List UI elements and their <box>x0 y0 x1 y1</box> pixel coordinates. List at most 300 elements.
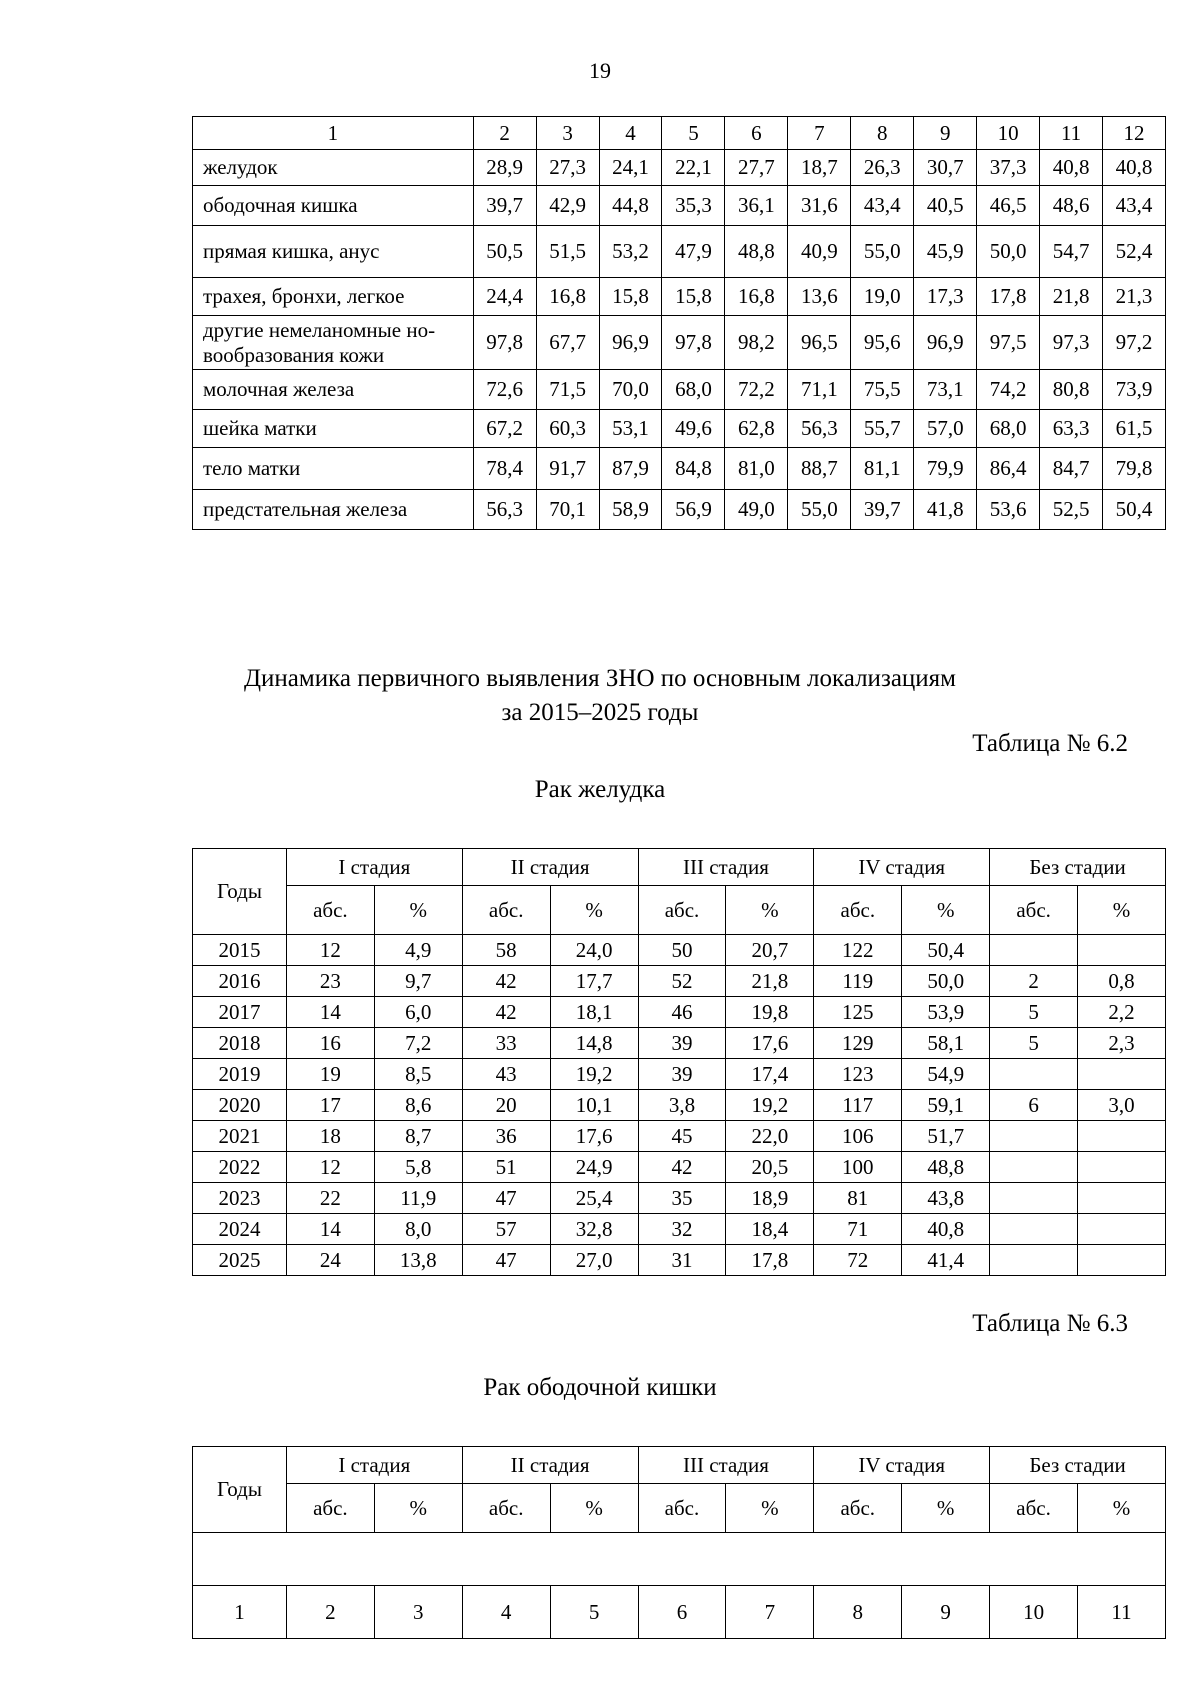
value-cell: 70,0 <box>599 370 662 410</box>
value-cell: 20 <box>462 1090 550 1121</box>
value-cell: 14,8 <box>550 1028 638 1059</box>
value-cell: 44,8 <box>599 186 662 226</box>
value-cell: 41,4 <box>902 1245 990 1276</box>
value-cell: 50,4 <box>902 935 990 966</box>
value-cell: 4,9 <box>374 935 462 966</box>
value-cell: 97,3 <box>1040 316 1103 370</box>
row-label-cell: ободочная кишка <box>193 186 474 226</box>
pct-header-cell: % <box>902 1484 990 1533</box>
value-cell: 50,5 <box>473 226 536 278</box>
value-cell: 46 <box>638 997 726 1028</box>
value-cell: 4 <box>462 1586 550 1639</box>
column-number-cell: 8 <box>851 117 914 150</box>
value-cell: 48,8 <box>902 1152 990 1183</box>
pct-header-cell: % <box>1078 886 1166 935</box>
value-cell: 52 <box>638 966 726 997</box>
value-cell: 24 <box>286 1245 374 1276</box>
value-cell: 72,6 <box>473 370 536 410</box>
value-cell: 2 <box>286 1586 374 1639</box>
pct-header-cell: % <box>902 886 990 935</box>
value-cell: 123 <box>814 1059 902 1090</box>
value-cell: 20,7 <box>726 935 814 966</box>
value-cell: 19,2 <box>726 1090 814 1121</box>
value-cell: 30,7 <box>914 150 977 186</box>
abs-header-cell: абс. <box>638 1484 726 1533</box>
value-cell <box>1078 1152 1166 1183</box>
year-cell: 2024 <box>193 1214 287 1245</box>
value-cell: 40,8 <box>1040 150 1103 186</box>
value-cell: 0,8 <box>1078 966 1166 997</box>
value-cell: 18,1 <box>550 997 638 1028</box>
value-cell: 17,6 <box>550 1121 638 1152</box>
colon-cancer-stage-table <box>192 1446 1166 1639</box>
abs-header-cell: абс. <box>990 1484 1078 1533</box>
year-cell: 2015 <box>193 935 287 966</box>
abs-header-cell: абс. <box>286 1484 374 1533</box>
value-cell: 129 <box>814 1028 902 1059</box>
value-cell: 25,4 <box>550 1183 638 1214</box>
value-cell: 42 <box>638 1152 726 1183</box>
value-cell: 13,8 <box>374 1245 462 1276</box>
pct-header-cell: % <box>374 1484 462 1533</box>
value-cell: 81,0 <box>725 448 788 490</box>
value-cell: 3,0 <box>1078 1090 1166 1121</box>
value-cell: 59,1 <box>902 1090 990 1121</box>
value-cell: 63,3 <box>1040 410 1103 448</box>
value-cell <box>1078 1059 1166 1090</box>
value-cell: 125 <box>814 997 902 1028</box>
value-cell: 61,5 <box>1103 410 1166 448</box>
table-row <box>193 935 1166 966</box>
value-cell: 24,4 <box>473 278 536 316</box>
value-cell: 40,8 <box>902 1214 990 1245</box>
stage-header-cell: III стадия <box>638 1447 814 1484</box>
row-label-cell: трахея, бронхи, легкое <box>193 278 474 316</box>
value-cell: 67,2 <box>473 410 536 448</box>
value-cell: 48,6 <box>1040 186 1103 226</box>
pct-header-cell: % <box>726 886 814 935</box>
value-cell: 53,6 <box>977 490 1040 530</box>
value-cell: 67,7 <box>536 316 599 370</box>
value-cell <box>990 1245 1078 1276</box>
value-cell: 35 <box>638 1183 726 1214</box>
column-number-cell: 3 <box>536 117 599 150</box>
value-cell: 106 <box>814 1121 902 1152</box>
value-cell <box>1078 1183 1166 1214</box>
year-cell: 2016 <box>193 966 287 997</box>
value-cell: 88,7 <box>788 448 851 490</box>
value-cell: 2 <box>990 966 1078 997</box>
value-cell: 7 <box>726 1586 814 1639</box>
value-cell: 39,7 <box>851 490 914 530</box>
column-number-cell: 4 <box>599 117 662 150</box>
table-row <box>193 1245 1166 1276</box>
value-cell: 50,0 <box>977 226 1040 278</box>
value-cell: 48,8 <box>725 226 788 278</box>
value-cell: 41,8 <box>914 490 977 530</box>
year-cell: 2020 <box>193 1090 287 1121</box>
value-cell: 2,2 <box>1078 997 1166 1028</box>
value-cell: 51,5 <box>536 226 599 278</box>
value-cell: 35,3 <box>662 186 725 226</box>
value-cell: 3,8 <box>638 1090 726 1121</box>
value-cell: 62,8 <box>725 410 788 448</box>
value-cell: 10 <box>990 1586 1078 1639</box>
table-row <box>193 1214 1166 1245</box>
value-cell: 19,2 <box>550 1059 638 1090</box>
survival-table <box>192 116 1166 530</box>
value-cell: 73,1 <box>914 370 977 410</box>
value-cell: 60,3 <box>536 410 599 448</box>
year-cell: 1 <box>193 1586 287 1639</box>
value-cell: 8,5 <box>374 1059 462 1090</box>
header-row-units <box>193 1484 1166 1533</box>
value-cell: 42 <box>462 966 550 997</box>
value-cell: 43,8 <box>902 1183 990 1214</box>
value-cell: 51,7 <box>902 1121 990 1152</box>
value-cell: 97,2 <box>1103 316 1166 370</box>
value-cell: 12 <box>286 1152 374 1183</box>
table-row <box>193 370 1166 410</box>
value-cell: 17,8 <box>977 278 1040 316</box>
value-cell: 12 <box>286 935 374 966</box>
value-cell: 68,0 <box>977 410 1040 448</box>
table-title-stomach: Рак желудка <box>534 776 666 803</box>
value-cell: 80,8 <box>1040 370 1103 410</box>
value-cell: 19,8 <box>726 997 814 1028</box>
row-label-cell: шейка матки <box>193 410 474 448</box>
value-cell: 22 <box>286 1183 374 1214</box>
value-cell: 75,5 <box>851 370 914 410</box>
table-row <box>193 316 1166 370</box>
value-cell: 55,0 <box>788 490 851 530</box>
value-cell: 16 <box>286 1028 374 1059</box>
value-cell: 46,5 <box>977 186 1040 226</box>
value-cell: 18,4 <box>726 1214 814 1245</box>
value-cell: 6 <box>990 1090 1078 1121</box>
abs-header-cell: абс. <box>462 1484 550 1533</box>
value-cell: 58,9 <box>599 490 662 530</box>
value-cell: 5 <box>990 997 1078 1028</box>
value-cell: 81 <box>814 1183 902 1214</box>
value-cell: 97,8 <box>473 316 536 370</box>
value-cell: 17,4 <box>726 1059 814 1090</box>
value-cell: 2,3 <box>1078 1028 1166 1059</box>
value-cell <box>990 1183 1078 1214</box>
value-cell: 39,7 <box>473 186 536 226</box>
value-cell: 84,7 <box>1040 448 1103 490</box>
value-cell: 71,5 <box>536 370 599 410</box>
value-cell: 53,2 <box>599 226 662 278</box>
value-cell: 39 <box>638 1059 726 1090</box>
value-cell: 43,4 <box>851 186 914 226</box>
value-cell: 57,0 <box>914 410 977 448</box>
value-cell: 49,0 <box>725 490 788 530</box>
table-row <box>193 448 1166 490</box>
value-cell: 87,9 <box>599 448 662 490</box>
value-cell: 21,8 <box>726 966 814 997</box>
value-cell: 17,6 <box>726 1028 814 1059</box>
value-cell: 84,8 <box>662 448 725 490</box>
value-cell: 55,0 <box>851 226 914 278</box>
value-cell: 52,4 <box>1103 226 1166 278</box>
pct-header-cell: % <box>550 1484 638 1533</box>
year-cell: 2021 <box>193 1121 287 1152</box>
stomach-cancer-stage-table <box>192 848 1166 1276</box>
value-cell: 81,1 <box>851 448 914 490</box>
value-cell: 24,9 <box>550 1152 638 1183</box>
year-cell: 2025 <box>193 1245 287 1276</box>
value-cell <box>1078 935 1166 966</box>
years-header-cell: Годы <box>193 849 287 935</box>
value-cell: 97,5 <box>977 316 1040 370</box>
value-cell: 26,3 <box>851 150 914 186</box>
column-number-cell: 6 <box>725 117 788 150</box>
value-cell: 19,0 <box>851 278 914 316</box>
table-row <box>193 278 1166 316</box>
value-cell: 40,9 <box>788 226 851 278</box>
header-row-stages <box>193 1447 1166 1484</box>
value-cell: 54,9 <box>902 1059 990 1090</box>
table-row <box>193 1090 1166 1121</box>
row-label-cell: предстательная железа <box>193 490 474 530</box>
value-cell <box>990 1152 1078 1183</box>
table-number-6-3: Таблица № 6.3 <box>972 1310 1128 1337</box>
table-row <box>193 1152 1166 1183</box>
value-cell: 72 <box>814 1245 902 1276</box>
value-cell: 40,5 <box>914 186 977 226</box>
abs-header-cell: абс. <box>286 886 374 935</box>
value-cell: 40,8 <box>1103 150 1166 186</box>
value-cell: 8 <box>814 1586 902 1639</box>
value-cell: 31,6 <box>788 186 851 226</box>
row-label-cell: молочная железа <box>193 370 474 410</box>
header-gap <box>193 1533 1166 1586</box>
abs-header-cell: абс. <box>990 886 1078 935</box>
value-cell: 52,5 <box>1040 490 1103 530</box>
pct-header-cell: % <box>726 1484 814 1533</box>
value-cell: 45,9 <box>914 226 977 278</box>
value-cell: 36,1 <box>725 186 788 226</box>
column-number-cell: 9 <box>914 117 977 150</box>
value-cell: 68,0 <box>662 370 725 410</box>
stage-header-cell: I стадия <box>286 849 462 886</box>
value-cell: 71 <box>814 1214 902 1245</box>
value-cell: 47,9 <box>662 226 725 278</box>
value-cell: 16,8 <box>536 278 599 316</box>
value-cell: 5 <box>550 1586 638 1639</box>
year-cell: 2019 <box>193 1059 287 1090</box>
table-row <box>193 150 1166 186</box>
column-number-cell: 12 <box>1103 117 1166 150</box>
year-cell: 2018 <box>193 1028 287 1059</box>
column-number-cell: 7 <box>788 117 851 150</box>
value-cell: 96,5 <box>788 316 851 370</box>
value-cell: 16,8 <box>725 278 788 316</box>
value-cell: 42 <box>462 997 550 1028</box>
value-cell: 8,0 <box>374 1214 462 1245</box>
value-cell: 47 <box>462 1245 550 1276</box>
value-cell: 78,4 <box>473 448 536 490</box>
row-label-cell: тело матки <box>193 448 474 490</box>
value-cell: 79,8 <box>1103 448 1166 490</box>
value-cell: 58,1 <box>902 1028 990 1059</box>
column-number-cell: 2 <box>473 117 536 150</box>
table-title-colon: Рак ободочной кишки <box>483 1374 717 1401</box>
value-cell: 33 <box>462 1028 550 1059</box>
value-cell: 47 <box>462 1183 550 1214</box>
value-cell: 17 <box>286 1090 374 1121</box>
value-cell <box>990 1059 1078 1090</box>
value-cell: 122 <box>814 935 902 966</box>
value-cell <box>1078 1121 1166 1152</box>
column-number-cell: 10 <box>977 117 1040 150</box>
pct-header-cell: % <box>1078 1484 1166 1533</box>
value-cell: 11 <box>1078 1586 1166 1639</box>
value-cell: 31 <box>638 1245 726 1276</box>
value-cell: 70,1 <box>536 490 599 530</box>
value-cell: 43 <box>462 1059 550 1090</box>
value-cell: 56,3 <box>788 410 851 448</box>
value-cell: 18,7 <box>788 150 851 186</box>
value-cell: 32 <box>638 1214 726 1245</box>
value-cell: 36 <box>462 1121 550 1152</box>
row-label-cell: другие немеланомные но-вообразования кожи <box>193 316 474 370</box>
pct-header-cell: % <box>374 886 462 935</box>
value-cell: 98,2 <box>725 316 788 370</box>
table-row <box>193 1586 1166 1639</box>
value-cell: 96,9 <box>914 316 977 370</box>
value-cell: 9,7 <box>374 966 462 997</box>
stage-header-cell: IV стадия <box>814 1447 990 1484</box>
value-cell: 20,5 <box>726 1152 814 1183</box>
value-cell: 53,9 <box>902 997 990 1028</box>
table-row <box>193 997 1166 1028</box>
value-cell: 17,8 <box>726 1245 814 1276</box>
stage-header-cell: Без стадии <box>990 1447 1166 1484</box>
value-cell: 11,9 <box>374 1183 462 1214</box>
value-cell: 23 <box>286 966 374 997</box>
value-cell: 18,9 <box>726 1183 814 1214</box>
value-cell <box>990 935 1078 966</box>
value-cell: 24,0 <box>550 935 638 966</box>
value-cell: 14 <box>286 1214 374 1245</box>
value-cell: 17,3 <box>914 278 977 316</box>
stage-header-cell: IV стадия <box>814 849 990 886</box>
value-cell <box>990 1214 1078 1245</box>
stage-header-cell: I стадия <box>286 1447 462 1484</box>
value-cell: 6 <box>638 1586 726 1639</box>
column-number-cell: 11 <box>1040 117 1103 150</box>
value-cell: 53,1 <box>599 410 662 448</box>
value-cell: 55,7 <box>851 410 914 448</box>
value-cell: 6,0 <box>374 997 462 1028</box>
value-cell: 24,1 <box>599 150 662 186</box>
value-cell: 56,3 <box>473 490 536 530</box>
value-cell: 119 <box>814 966 902 997</box>
value-cell: 7,2 <box>374 1028 462 1059</box>
value-cell: 51 <box>462 1152 550 1183</box>
table-number-6-2: Таблица № 6.2 <box>972 730 1128 757</box>
year-cell: 2022 <box>193 1152 287 1183</box>
column-number-cell: 5 <box>662 117 725 150</box>
table-row <box>193 186 1166 226</box>
value-cell: 50,4 <box>1103 490 1166 530</box>
value-cell: 27,0 <box>550 1245 638 1276</box>
value-cell: 86,4 <box>977 448 1040 490</box>
table-header-row <box>193 117 1166 150</box>
value-cell: 3 <box>374 1586 462 1639</box>
value-cell: 95,6 <box>851 316 914 370</box>
value-cell: 18 <box>286 1121 374 1152</box>
value-cell: 50,0 <box>902 966 990 997</box>
value-cell: 21,8 <box>1040 278 1103 316</box>
table-row <box>193 1028 1166 1059</box>
table-row <box>193 226 1166 278</box>
value-cell: 54,7 <box>1040 226 1103 278</box>
value-cell: 73,9 <box>1103 370 1166 410</box>
row-label-cell: прямая кишка, анус <box>193 226 474 278</box>
value-cell: 22,0 <box>726 1121 814 1152</box>
value-cell: 96,9 <box>599 316 662 370</box>
value-cell: 19 <box>286 1059 374 1090</box>
stage-header-cell: III стадия <box>638 849 814 886</box>
value-cell: 22,1 <box>662 150 725 186</box>
value-cell: 9 <box>902 1586 990 1639</box>
value-cell: 50 <box>638 935 726 966</box>
value-cell: 27,7 <box>725 150 788 186</box>
value-cell: 5,8 <box>374 1152 462 1183</box>
table-row <box>193 1183 1166 1214</box>
value-cell: 58 <box>462 935 550 966</box>
value-cell: 28,9 <box>473 150 536 186</box>
value-cell: 8,7 <box>374 1121 462 1152</box>
value-cell: 45 <box>638 1121 726 1152</box>
value-cell: 37,3 <box>977 150 1040 186</box>
value-cell: 56,9 <box>662 490 725 530</box>
pct-header-cell: % <box>550 886 638 935</box>
table-row <box>193 1059 1166 1090</box>
value-cell: 15,8 <box>662 278 725 316</box>
year-cell: 2023 <box>193 1183 287 1214</box>
column-number-cell: 1 <box>193 117 474 150</box>
value-cell: 32,8 <box>550 1214 638 1245</box>
value-cell: 57 <box>462 1214 550 1245</box>
value-cell: 21,3 <box>1103 278 1166 316</box>
table-row <box>193 490 1166 530</box>
value-cell: 27,3 <box>536 150 599 186</box>
value-cell <box>1078 1214 1166 1245</box>
value-cell: 79,9 <box>914 448 977 490</box>
table-row <box>193 410 1166 448</box>
value-cell: 39 <box>638 1028 726 1059</box>
header-row-stages <box>193 849 1166 886</box>
value-cell: 43,4 <box>1103 186 1166 226</box>
value-cell: 13,6 <box>788 278 851 316</box>
stage-header-cell: II стадия <box>462 1447 638 1484</box>
abs-header-cell: абс. <box>638 886 726 935</box>
abs-header-cell: абс. <box>462 886 550 935</box>
value-cell: 100 <box>814 1152 902 1183</box>
stage-header-cell: Без стадии <box>990 849 1166 886</box>
value-cell: 91,7 <box>536 448 599 490</box>
section-title-line2: за 2015–2025 годы <box>501 699 699 726</box>
value-cell: 71,1 <box>788 370 851 410</box>
value-cell: 17,7 <box>550 966 638 997</box>
years-header-cell: Годы <box>193 1447 287 1533</box>
page-number: 19 <box>589 58 611 83</box>
value-cell: 49,6 <box>662 410 725 448</box>
